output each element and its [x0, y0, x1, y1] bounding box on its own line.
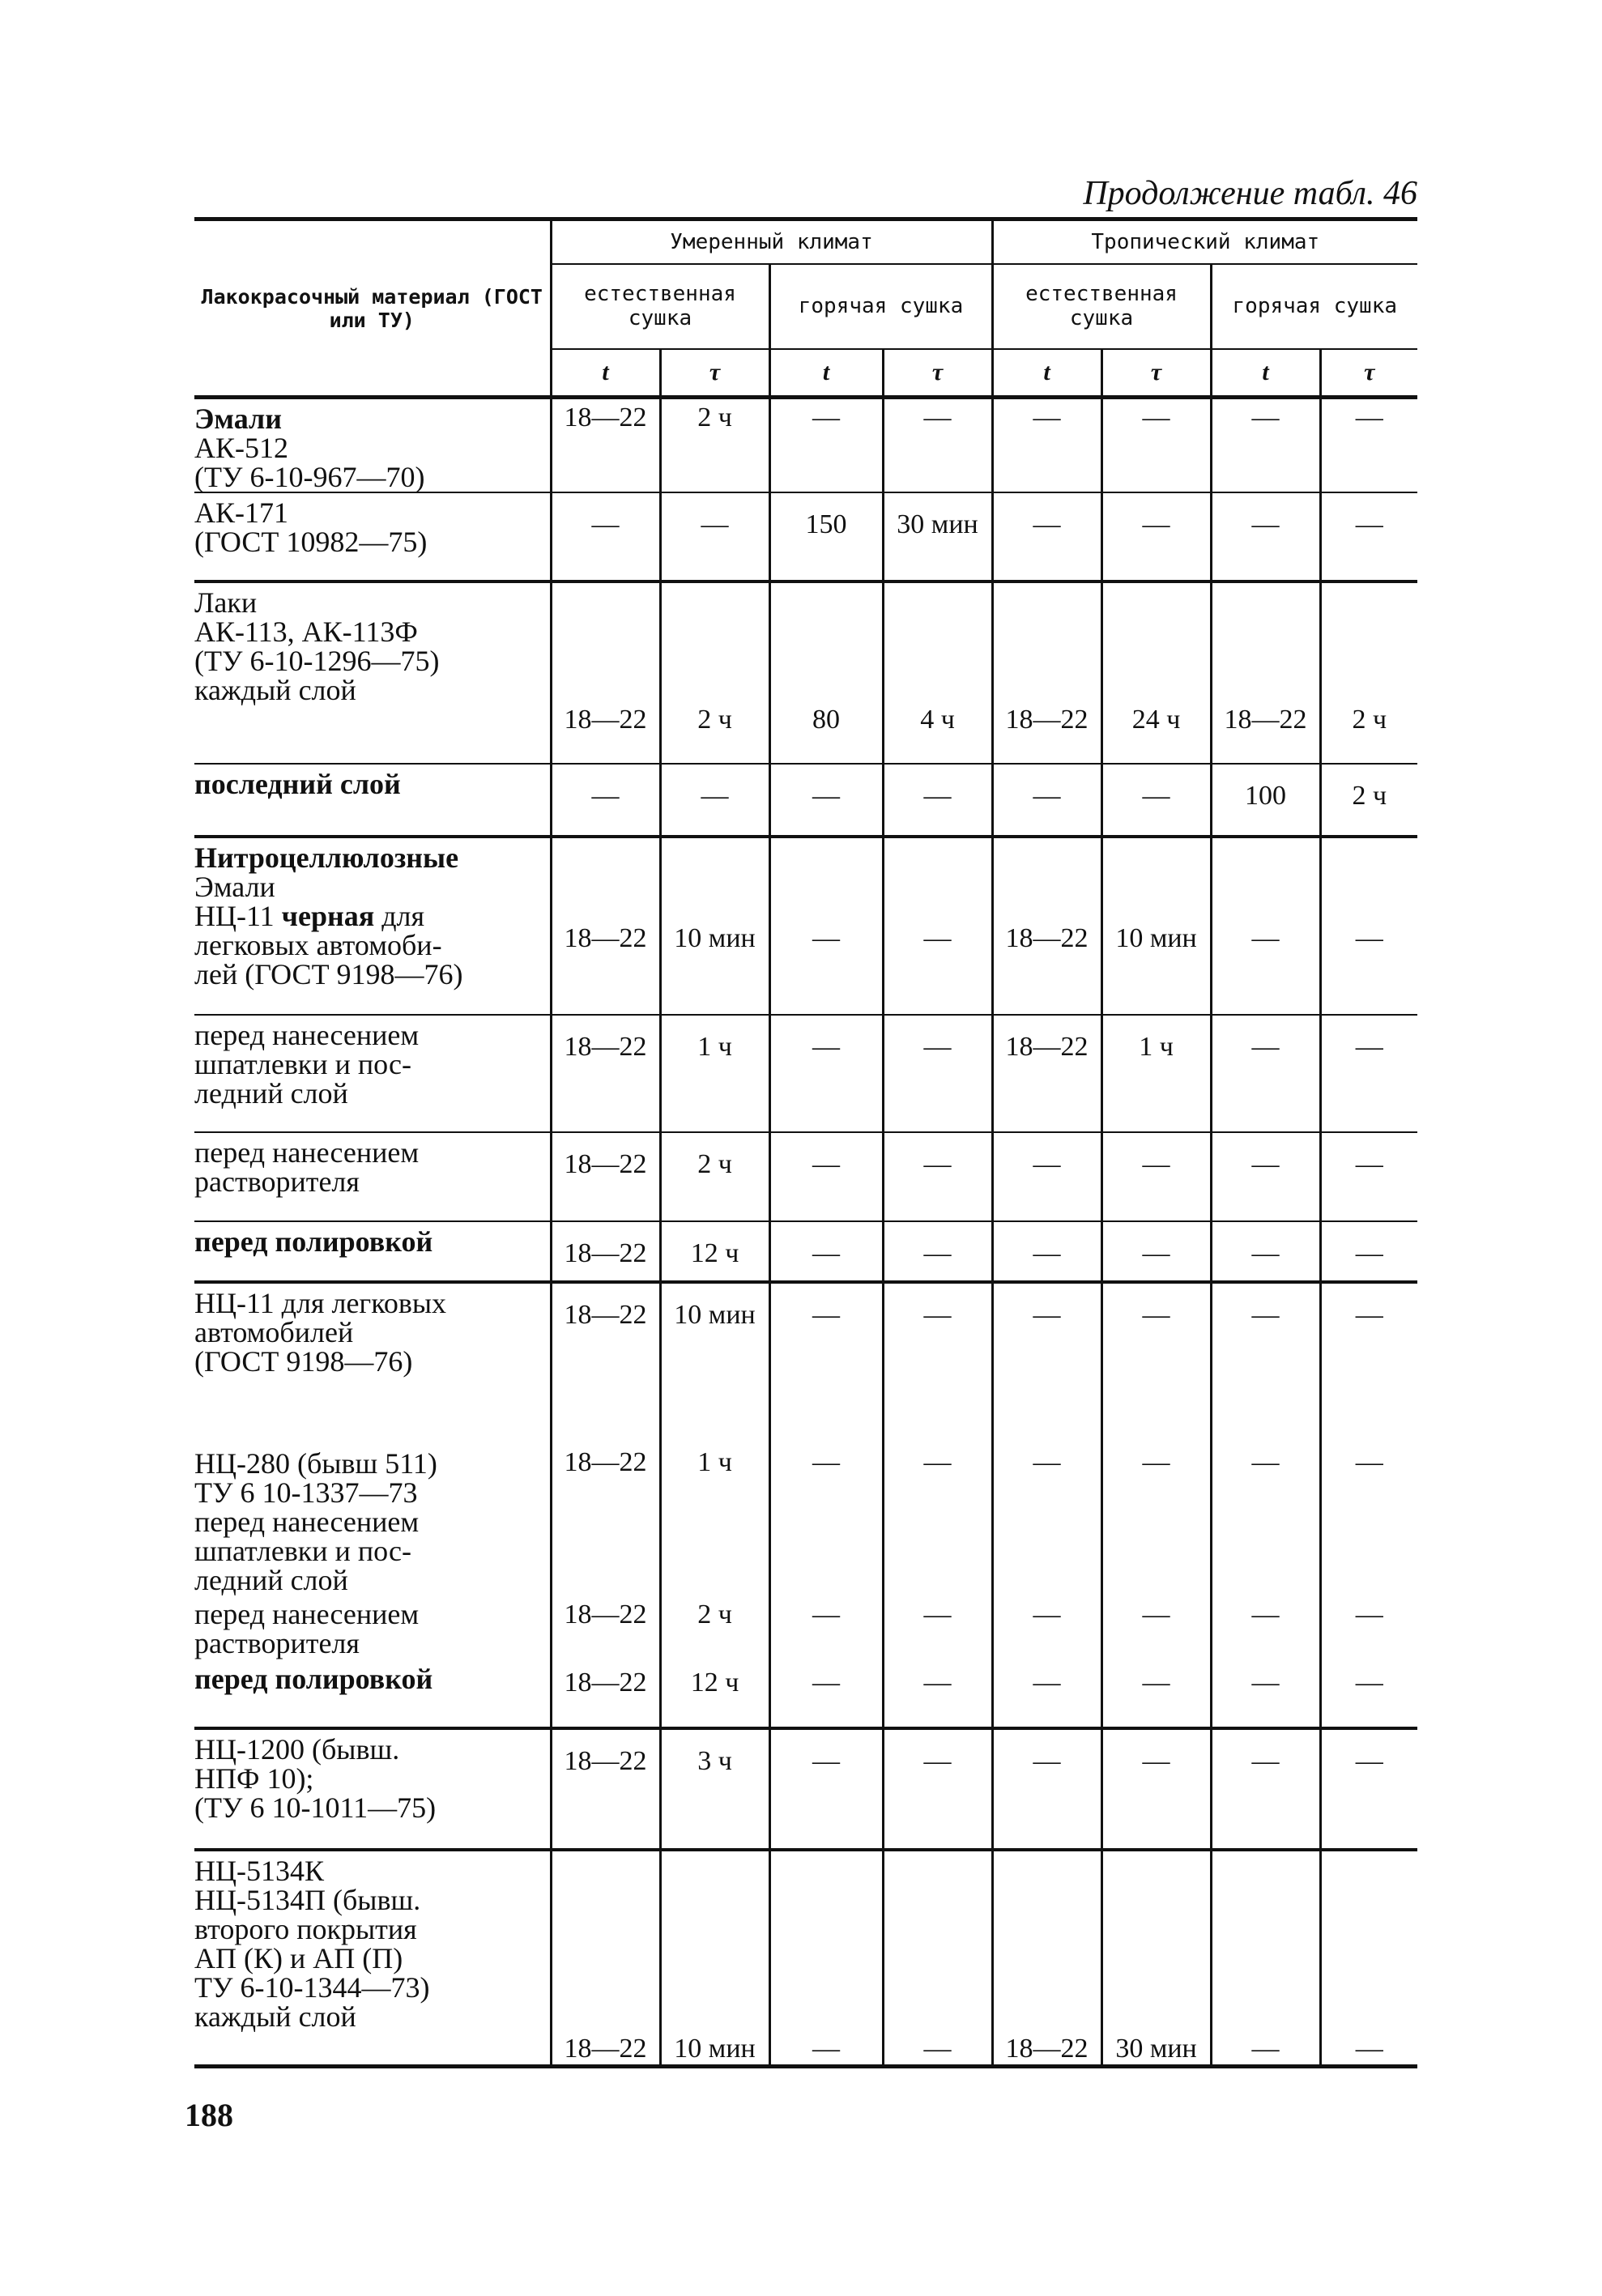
value-cell: —	[992, 492, 1101, 581]
value-cell: —	[1101, 1659, 1211, 1728]
value-cell: —	[769, 1728, 883, 1850]
table-row	[194, 837, 1417, 1015]
value-cell: —	[992, 1221, 1101, 1282]
value-cell: —	[1211, 1444, 1320, 1595]
material-cell: перед нанесением растворителя	[194, 1136, 420, 1198]
value-cell: —	[1320, 492, 1417, 581]
header-tropical-climate: Тропический климат	[992, 219, 1417, 264]
value-cell: —	[660, 764, 769, 837]
value-cell: —	[1211, 1659, 1320, 1728]
value-cell: —	[992, 1282, 1101, 1444]
value-cell: —	[1211, 1282, 1320, 1444]
value-cell: 18—22	[992, 1850, 1101, 2067]
value-cell: —	[769, 1659, 883, 1728]
value-cell: 18—22	[992, 837, 1101, 1015]
value-cell: —	[1101, 1282, 1211, 1444]
value-cell: 10 мин	[660, 1850, 769, 2067]
header-material: Лакокрасочный материал (ГОСТ или ТУ)	[201, 284, 543, 332]
value-cell: —	[992, 1595, 1101, 1659]
value-cell: 2 ч	[660, 1595, 769, 1659]
table-row	[194, 1728, 1417, 1850]
value-cell: —	[769, 1282, 883, 1444]
value-cell: 12 ч	[660, 1659, 769, 1728]
value-cell: 2 ч	[660, 398, 769, 493]
value-cell: —	[1101, 764, 1211, 837]
value-cell: 18—22	[551, 581, 660, 764]
header-t: t	[1211, 349, 1320, 398]
header-tau: τ	[660, 349, 769, 398]
value-cell: —	[769, 764, 883, 837]
header-tau: τ	[883, 349, 992, 398]
header-t: t	[551, 349, 660, 398]
value-cell: —	[1101, 1728, 1211, 1850]
value-cell: 18—22	[551, 1659, 660, 1728]
value-cell: —	[769, 837, 883, 1015]
value-cell: —	[1320, 1221, 1417, 1282]
value-cell: —	[1211, 398, 1320, 493]
value-cell: —	[883, 1132, 992, 1221]
table-row	[194, 764, 1417, 837]
header-t: t	[992, 349, 1101, 398]
value-cell: —	[992, 1444, 1101, 1595]
value-cell: —	[1101, 1132, 1211, 1221]
header-tropical-natural: естественная сушка	[992, 264, 1211, 349]
material-cell: НЦ-280 (бывш 511) ТУ 6 10-1337—73 перед нанесением шпатлевки и пос- ледний слой	[194, 1447, 437, 1596]
value-cell: 1 ч	[660, 1444, 769, 1595]
value-cell: 30 мин	[1101, 1850, 1211, 2067]
value-cell: 18—22	[551, 1728, 660, 1850]
value-cell: 2 ч	[660, 1132, 769, 1221]
value-cell: —	[769, 398, 883, 493]
value-cell: 18—22	[551, 837, 660, 1015]
value-cell: —	[551, 492, 660, 581]
material-cell: НЦ-11 для легковых автомобилей (ГОСТ 9198—76)	[194, 1287, 447, 1378]
value-cell: 1 ч	[660, 1015, 769, 1132]
material-cell: Эмали АК-512 (ТУ 6-10-967—70)	[194, 403, 425, 493]
value-cell: —	[992, 1728, 1101, 1850]
table-row	[194, 1221, 1417, 1282]
value-cell: —	[1320, 1015, 1417, 1132]
header-temperate-climate: Умеренный климат	[551, 219, 992, 264]
value-cell: 100	[1211, 764, 1320, 837]
material-cell: перед полировкой	[194, 1663, 433, 1695]
table-row	[194, 1282, 1417, 1444]
value-cell: —	[883, 1015, 992, 1132]
material-cell: последний слой	[194, 768, 401, 800]
value-cell: —	[883, 837, 992, 1015]
value-cell: 2 ч	[660, 581, 769, 764]
value-cell: 1 ч	[1101, 1015, 1211, 1132]
value-cell: —	[992, 398, 1101, 493]
value-cell: —	[769, 1444, 883, 1595]
value-cell: —	[1320, 398, 1417, 493]
value-cell: 18—22	[551, 1444, 660, 1595]
value-cell: 18—22	[992, 1015, 1101, 1132]
value-cell: 18—22	[551, 1282, 660, 1444]
value-cell: —	[1101, 1221, 1211, 1282]
value-cell: —	[1211, 1595, 1320, 1659]
drying-modes-table	[194, 217, 1417, 2068]
value-cell: —	[1320, 837, 1417, 1015]
material-cell: перед нанесением растворителя	[194, 1598, 420, 1659]
value-cell: —	[883, 1659, 992, 1728]
value-cell: —	[1320, 1728, 1417, 1850]
value-cell: 18—22	[551, 398, 660, 493]
material-cell: перед полировкой	[194, 1225, 433, 1258]
value-cell: —	[883, 1444, 992, 1595]
value-cell: 80	[769, 581, 883, 764]
value-cell: 150	[769, 492, 883, 581]
value-cell: 18—22	[551, 1221, 660, 1282]
table-row	[194, 581, 1417, 764]
header-temperate-natural: естественная сушка	[551, 264, 769, 349]
value-cell: —	[1101, 398, 1211, 493]
table-row	[194, 1132, 1417, 1221]
value-cell: —	[1211, 1015, 1320, 1132]
value-cell: —	[769, 1221, 883, 1282]
value-cell: 24 ч	[1101, 581, 1211, 764]
value-cell: —	[769, 1015, 883, 1132]
value-cell: 2 ч	[1320, 581, 1417, 764]
value-cell: —	[992, 1132, 1101, 1221]
value-cell: 12 ч	[660, 1221, 769, 1282]
value-cell: 18—22	[551, 1850, 660, 2067]
material-cell: Нитроцеллюлозные Эмали НЦ-11 черная для легковых автомоби- лей (ГОСТ 9198—76)	[194, 841, 463, 990]
value-cell: —	[992, 764, 1101, 837]
value-cell: —	[1101, 492, 1211, 581]
value-cell: —	[1211, 1221, 1320, 1282]
table-row	[194, 398, 1417, 493]
table-row	[194, 1595, 1417, 1659]
value-cell: 2 ч	[1320, 764, 1417, 837]
value-cell: 18—22	[551, 1595, 660, 1659]
value-cell: —	[1211, 1132, 1320, 1221]
value-cell: —	[1320, 1595, 1417, 1659]
header-tau: τ	[1101, 349, 1211, 398]
value-cell: —	[769, 1132, 883, 1221]
value-cell: —	[1320, 1850, 1417, 2067]
material-cell: НЦ-5134К НЦ-5134П (бывш. второго покрытия АП (К) и АП (П) ТУ 6-10-1344—73) каждый слой	[194, 1855, 430, 2033]
value-cell: —	[1211, 1728, 1320, 1850]
value-cell: —	[1211, 492, 1320, 581]
value-cell: —	[883, 764, 992, 837]
value-cell: —	[1101, 1444, 1211, 1595]
value-cell: —	[883, 1850, 992, 2067]
value-cell: —	[992, 1659, 1101, 1728]
table-row	[194, 1015, 1417, 1132]
value-cell: —	[769, 1850, 883, 2067]
value-cell: —	[883, 1282, 992, 1444]
header-t: t	[769, 349, 883, 398]
value-cell: 18—22	[992, 581, 1101, 764]
value-cell: —	[1211, 837, 1320, 1015]
header-temperate-hot: горячая сушка	[769, 264, 992, 349]
page-number: 188	[185, 2097, 233, 2133]
value-cell: 3 ч	[660, 1728, 769, 1850]
value-cell: —	[1211, 1850, 1320, 2067]
value-cell: —	[1320, 1282, 1417, 1444]
table-row	[194, 1850, 1417, 2067]
header-tropical-hot: горячая сушка	[1211, 264, 1417, 349]
value-cell: 4 ч	[883, 581, 992, 764]
table-row	[194, 1444, 1417, 1595]
value-cell: —	[551, 764, 660, 837]
header-tau: τ	[1320, 349, 1417, 398]
value-cell: —	[883, 398, 992, 493]
material-cell: перед нанесением шпатлевки и пос- ледний слой	[194, 1019, 420, 1110]
value-cell: 10 мин	[1101, 837, 1211, 1015]
table-body	[194, 398, 1417, 2067]
value-cell: 18—22	[551, 1132, 660, 1221]
material-cell: НЦ-1200 (бывш. НПФ 10); (ТУ 6 10-1011—75)	[194, 1733, 437, 1824]
material-cell: АК-171 (ГОСТ 10982—75)	[194, 496, 428, 558]
value-cell: —	[1320, 1659, 1417, 1728]
value-cell: 30 мин	[883, 492, 992, 581]
value-cell: 10 мин	[660, 1282, 769, 1444]
table-caption: Продолжение табл. 46	[1083, 175, 1417, 212]
value-cell: —	[1101, 1595, 1211, 1659]
value-cell: 18—22	[551, 1015, 660, 1132]
value-cell: 18—22	[1211, 581, 1320, 764]
table-row	[194, 492, 1417, 581]
value-cell: —	[1320, 1444, 1417, 1595]
value-cell: —	[883, 1728, 992, 1850]
value-cell: 10 мин	[660, 837, 769, 1015]
value-cell: —	[883, 1595, 992, 1659]
value-cell: —	[660, 492, 769, 581]
table-row	[194, 1659, 1417, 1728]
value-cell: —	[769, 1595, 883, 1659]
value-cell: —	[883, 1221, 992, 1282]
material-cell: Лаки АК-113, АК-113Ф (ТУ 6-10-1296—75) каждый слой	[194, 586, 440, 706]
value-cell: —	[1320, 1132, 1417, 1221]
